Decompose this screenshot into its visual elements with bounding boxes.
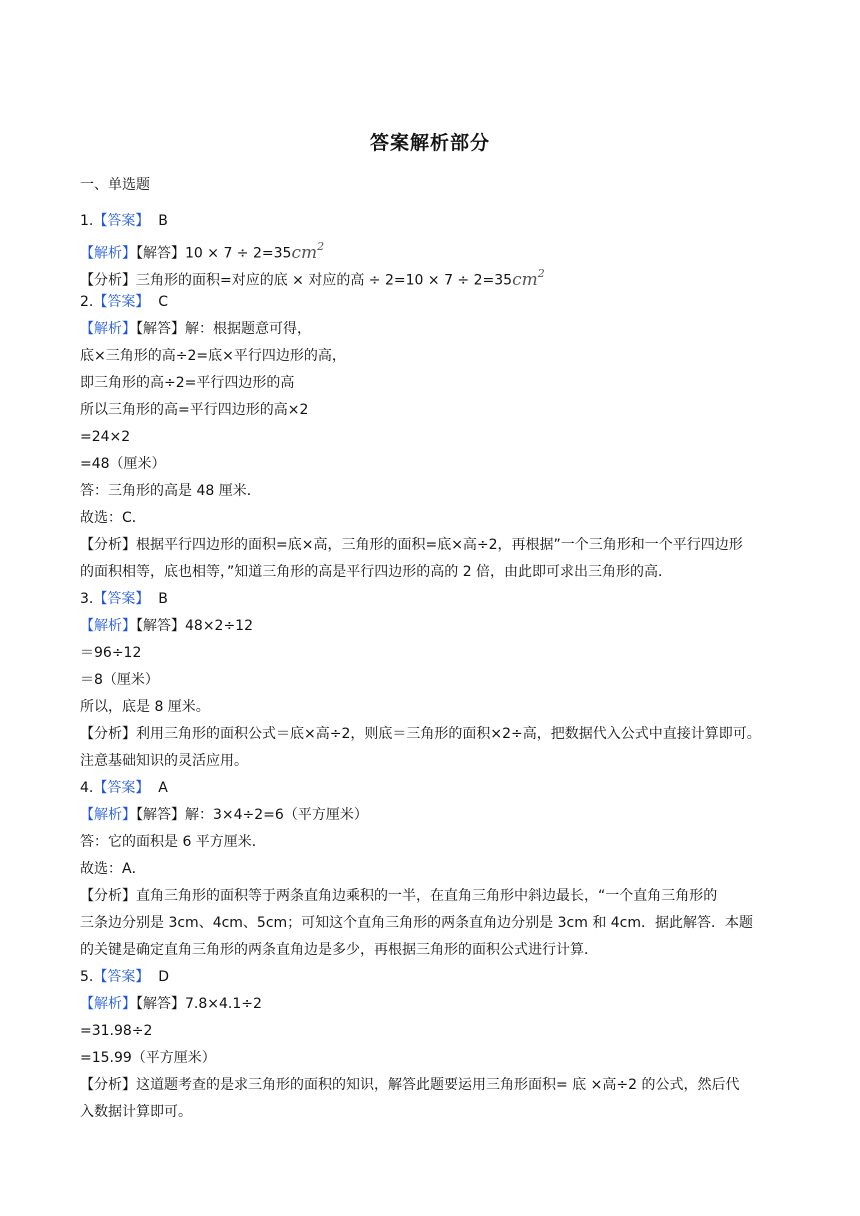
q2-solve-line — [80, 319, 800, 339]
analysis-tag: 【解析】 — [80, 245, 136, 262]
q5-number: 5. — [80, 969, 94, 985]
q4-number: 4. — [80, 780, 94, 796]
q2-fenxi: 根据平行四边形的面积=底×高，三角形的面积=底×高÷2，再根据”一个三角形和一个平行四边形 — [136, 537, 743, 553]
q5-step: =31.98÷2 — [80, 1023, 153, 1039]
q5-fenxi-line — [80, 1075, 800, 1095]
analysis-tag: 【解析】 — [80, 618, 136, 634]
q4-fenxi-line — [80, 886, 800, 906]
solve-tag: 【解答】 — [136, 996, 185, 1012]
q2-step: 即三角形的高÷2=平行四边形的高 — [80, 375, 295, 391]
page-title: 答案解析部分 — [369, 132, 490, 154]
solve-tag: 【解答】 — [136, 807, 185, 823]
q2-fenxi-cont: 的面积相等，底也相等，”知道三角形的高是平行四边形的高的 2 倍，由此即可求出三角形的高． — [80, 564, 673, 580]
q3-solve-line — [80, 616, 800, 636]
q3-fenxi: 利用三角形的面积公式＝底×高÷2，则底＝三角形的面积×2÷高，把数据代入公式中直接计算即可。 — [136, 726, 761, 742]
q1-fenxi: 三角形的面积=对应的底 × 对应的高 ÷ 2=10 × 7 ÷ 2=35 — [136, 272, 513, 289]
solve-tag: 【解答】 — [136, 618, 185, 634]
q4-step: 故选：A． — [80, 861, 146, 877]
q1-answer-line — [80, 211, 800, 231]
q5-solve: 7.8×4.1÷2 — [185, 996, 262, 1012]
q5-answer: D — [158, 969, 170, 985]
q1-number: 1. — [80, 213, 94, 229]
q3-number: 3. — [80, 591, 94, 607]
q3-fenxi-line — [80, 724, 800, 744]
q2-step: 底×三角形的高÷2=底×平行四边形的高， — [80, 348, 346, 364]
q4-fenxi-cont: 的关键是确定直角三角形的两条直角边是多少，再根据三角形的面积公式进行计算． — [80, 942, 598, 958]
solve-tag: 【解答】 — [136, 321, 185, 337]
fenxi-tag: 【分析】 — [80, 1077, 136, 1093]
q3-step: ＝8（厘米） — [80, 672, 159, 688]
answer-tag: 【答案】 — [93, 780, 150, 796]
fenxi-tag: 【分析】 — [80, 537, 136, 553]
analysis-tag: 【解析】 — [80, 807, 136, 823]
q4-solve: 解：3×4÷2=6（平方厘米） — [185, 807, 368, 823]
q5-step: =15.99（平方厘米） — [80, 1050, 216, 1066]
q2-number: 2. — [80, 294, 94, 310]
q1-solve: 10 × 7 ÷ 2=35 — [185, 245, 292, 262]
q4-answer: A — [158, 780, 168, 796]
fenxi-tag: 【分析】 — [80, 888, 136, 904]
q2-step: =24×2 — [80, 429, 131, 445]
answer-tag: 【答案】 — [93, 213, 150, 229]
answer-tag: 【答案】 — [93, 294, 150, 310]
q2-step: =48（厘米） — [80, 456, 166, 472]
q3-answer: B — [158, 591, 168, 607]
answer-tag: 【答案】 — [93, 969, 150, 985]
q4-step: 答：它的面积是 6 平方厘米． — [80, 834, 266, 850]
analysis-tag: 【解析】 — [80, 321, 136, 337]
section-heading: 一、单选题 — [80, 177, 150, 193]
q5-fenxi-cont: 入数据计算即可。 — [80, 1104, 192, 1120]
unit-cm2: $cm^2$ — [512, 267, 545, 290]
q2-answer-line — [80, 292, 800, 312]
q4-fenxi: 直角三角形的面积等于两条直角边乘积的一半，在直角三角形中斜边最长，“一个直角三角形的 — [136, 888, 718, 904]
q3-step: 所以，底是 8 厘米。 — [80, 699, 210, 715]
analysis-tag: 【解析】 — [80, 996, 136, 1012]
solve-tag: 【解答】 — [136, 245, 185, 262]
q3-fenxi-cont: 注意基础知识的灵活应用。 — [80, 753, 248, 769]
q2-step: 所以三角形的高=平行四边形的高×2 — [80, 402, 309, 418]
q3-solve: 48×2÷12 — [185, 618, 253, 634]
q4-answer-line — [80, 778, 800, 798]
q4-solve-line — [80, 805, 800, 825]
q1-fenxi-line — [80, 265, 800, 291]
q1-solve-line — [80, 238, 800, 264]
q5-fenxi: 这道题考查的是求三角形的面积的知识，解答此题要运用三角形面积= 底 ×高÷2 的公式，然后代 — [136, 1077, 740, 1093]
fenxi-tag: 【分析】 — [80, 726, 136, 742]
q4-fenxi-cont: 三条边分别是 3cm、4cm、5cm；可知这个直角三角形的两条直角边分别是 3cm 和 4cm．据此解答．本题 — [80, 915, 754, 931]
answer-tag: 【答案】 — [93, 591, 150, 607]
q2-step: 故选：C． — [80, 510, 146, 526]
q3-answer-line — [80, 589, 800, 609]
unit-cm2: $cm^2$ — [291, 240, 325, 263]
fenxi-tag: 【分析】 — [80, 272, 136, 289]
q2-solve: 解：根据题意可得， — [185, 321, 311, 337]
q5-solve-line — [80, 994, 800, 1014]
q1-answer: B — [158, 213, 168, 229]
q2-step: 答：三角形的高是 48 厘米． — [80, 483, 261, 499]
q2-fenxi-line — [80, 535, 800, 555]
q2-answer: C — [158, 294, 169, 310]
q3-step: ＝96÷12 — [80, 645, 142, 661]
q5-answer-line — [80, 967, 800, 987]
